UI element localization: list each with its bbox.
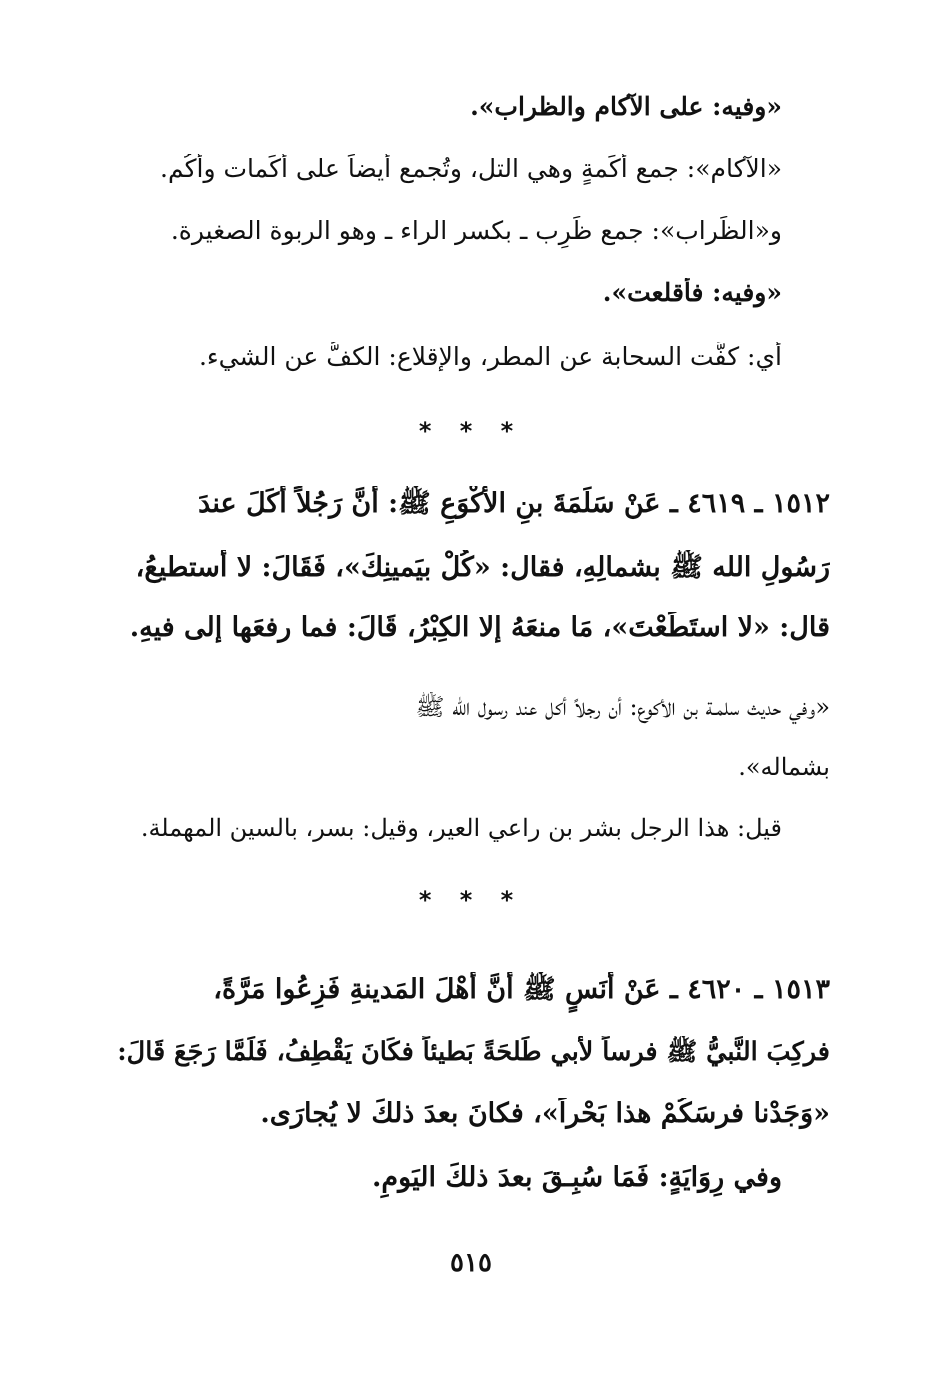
text-line-aqlaat-heading: «وفيه: فأقلعت». (602, 278, 782, 307)
hadith-1513-line-3: «وَجَدْنا فرسَكُمْ هذا بَحْراً»، فكانَ بعدَ ذلكَ لا يُجارَى. (260, 1098, 830, 1129)
comment-1512-line-1: «وفي حديث سلمـة بن الأكوع: أن رجلاً أكل عند رسول الله ﷺ (415, 693, 830, 721)
section-separator: * * * (418, 417, 524, 445)
section-separator: * * * (418, 886, 524, 914)
hadith-1512-line-2: رَسُولِ الله ﷺ بشمالِهِ، فقال: «كُلْ بيَمينِكَ»، فَقَالَ: لا أستطيعُ، (135, 552, 830, 583)
hadith-1513-line-4: وفي رِوَايَةٍ: فَمَا سُبِـقَ بعدَ ذلكَ اليَومِ. (372, 1162, 782, 1193)
comment-1512-line-3: قيل: هذا الرجل بشر بن راعي العير، وقيل: بسر، بالسين المهملة. (140, 814, 782, 842)
hadith-1513-line-1: ١٥١٣ ـ ٤٦٢٠ ـ عَنْ أَنَسٍ ﷺ أَنَّ أَهْلَ المَدينةِ فَزِعُوا مَرَّةً، (213, 974, 830, 1005)
text-line-zirab-definition: و«الظِّراب»: جمع ظَرِب ـ بكسر الراء ـ وهو الربوة الصغيرة. (170, 216, 782, 245)
hadith-1513-line-2: فركِبَ النَّبيُّ ﷺ فرساً لأبي طَلحَةً بَطيئاً فكَانَ يَقْطِفُ، فَلَمَّا رَجَعَ قَالَ: (117, 1037, 830, 1067)
hadith-1512-line-1: ١٥١٢ ـ ٤٦١٩ ـ عَنْ سَلَمَةَ بنِ الأَكْوَعِ ﷺ: أَنَّ رَجُلاً أَكَلَ عندَ (198, 488, 830, 519)
comment-1512-line-2: بشماله». (738, 753, 830, 781)
page-number: ٥١٥ (450, 1248, 492, 1278)
text-line-ikam-definition: «الآكام»: جمع أَكَمةٍ وهي التل، وتُجمع أيضاً على أَكَمات وأُكُم. (160, 154, 782, 183)
text-line-iqla-definition: أي: كفَّت السحابة عن المطر، والإقلاع: الكفُّ عن الشيء. (198, 342, 782, 371)
text-line-ikam-heading: «وفيه: على الآكام والظراب». (470, 92, 782, 121)
hadith-1512-line-3: قال: «لا استَطَعْتَ»، مَا منعَهُ إلا الكِبْرُ، قَالَ: فما رفعَها إلى فيهِ. (129, 612, 830, 643)
